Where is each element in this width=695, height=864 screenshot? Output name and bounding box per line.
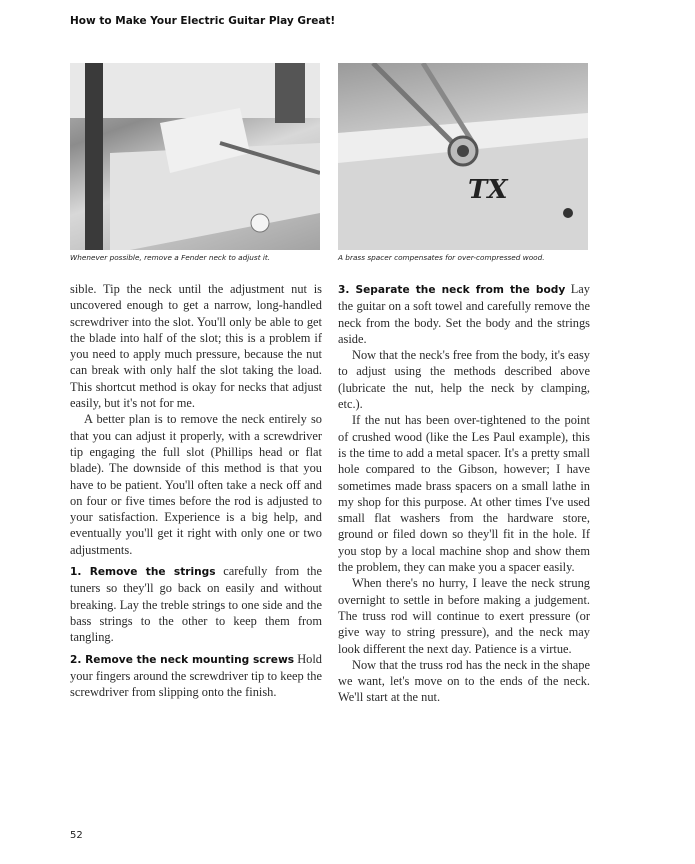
step-title: 1. Remove the strings: [70, 566, 216, 579]
figure-caption: A brass spacer compensates for over-compressed wood.: [338, 253, 545, 262]
photo-brass-spacer: [338, 63, 588, 250]
photo-fender-neck-removed: [70, 63, 320, 250]
paragraph: sible. Tip the neck until the adjustment nut is uncovered enough to get a narrow, long-handled screwdriver into the slot. You'll only be able to get the blade into half of the slot; this is a problem if you need to apply much pressure, because the nut can break with only half the slot taking the load. This shortcut method is okay for necks that adjust easily, but it's not for me.: [70, 282, 322, 411]
photo-illustration: [70, 63, 320, 250]
paragraph: If the nut has been over-tightened to the point of crushed wood (like the Les Paul example), this is the time to add a metal spacer. It's a pretty small hole compared to the Gibson, however; I have sometimes made brass spacers on a small lathe in my shop for this purpose. At other times I've used small flat washers from the hardware store, ground or filed down so they'll fit in the hole. If you stop by a local machine shop and show them the problem, they can make you a spacer easily.: [338, 413, 590, 575]
paragraph: Now that the truss rod has the neck in the shape we want, let's move on to the ends of the neck. We'll start at the nut.: [338, 657, 590, 705]
right-column: [338, 281, 590, 706]
step-text: Lay the guitar on a soft towel and carefully remove the neck from the body. Set the body and the strings aside.: [338, 282, 590, 346]
step-title: 2. Remove the neck mounting screws: [70, 653, 295, 666]
running-header: How to Make Your Electric Guitar Play Great!: [70, 15, 336, 27]
step-1: [70, 563, 322, 645]
step-3: [338, 281, 590, 347]
step-2: [70, 651, 322, 701]
left-column: [70, 281, 322, 700]
paragraph: Now that the neck's free from the body, it's easy to adjust using the methods described above (lubricate the nut, help the neck by clamping, etc.).: [338, 348, 590, 412]
figure-caption: Whenever possible, remove a Fender neck to adjust it.: [70, 253, 271, 262]
photo-illustration: [338, 63, 588, 250]
step-text: Hold your fingers around the screwdriver tip to keep the screwdriver from slipping onto the finish.: [70, 651, 322, 700]
step-title: 3. Separate the neck from the body: [338, 284, 566, 296]
svg-text:TX: TX: [468, 175, 508, 205]
step-text: carefully from the tuners so they'll go back on easily and without breaking. Lay the treble strings to one side and the bass strings to the other to keep them from tangling.: [70, 564, 322, 645]
paragraph: When there's no hurry, I leave the neck strung overnight to settle in before making a judgement. The truss rod will continue to exert pressure (or give way to string pressure), and the neck may look different the next day. Patience is a virtue.: [338, 576, 590, 656]
page-number: 52: [70, 830, 83, 841]
paragraph: A better plan is to remove the neck entirely so that you can adjust it properly, with a screwdriver tip engaging the full slot (Phillips head or flat blade). The downside of this method is that you have to be patient. You'll often take a neck off and on four or five times before the rod is adjusted to your satisfaction. Experience is a big help, and eventually you'll get it right with only one or two adjustments.: [70, 412, 322, 557]
